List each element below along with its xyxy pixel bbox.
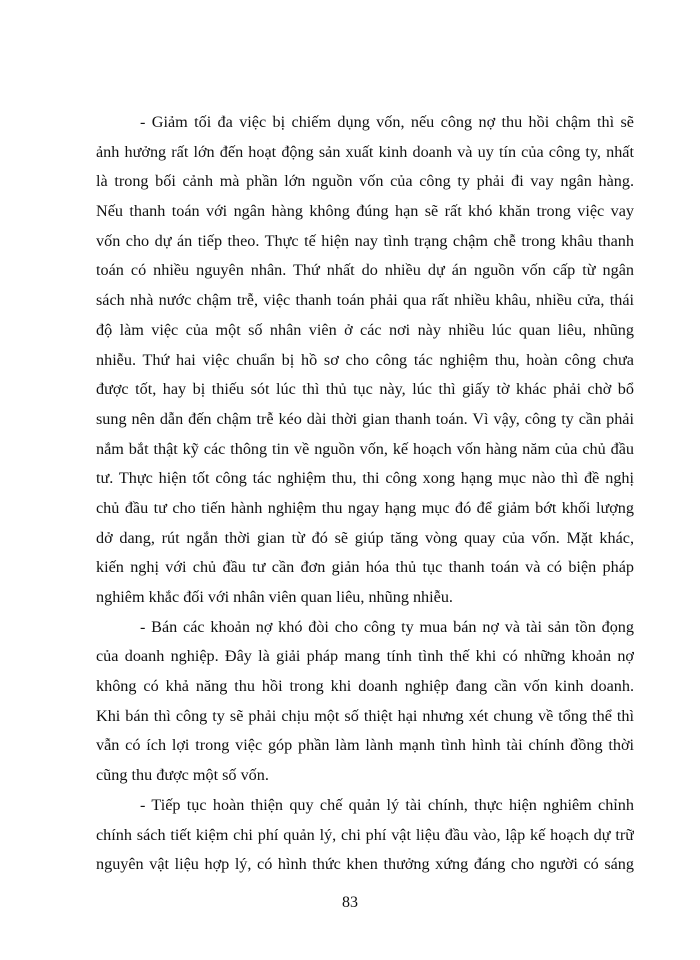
text-line: kiến nghị với chủ đầu tư cần đơn giản hóa thủ tục thanh toán và có biện pháp: [96, 558, 634, 577]
text-line: nguyên vật liệu hợp lý, có hình thức khen thưởng xứng đáng cho người có sáng: [96, 855, 634, 874]
page-number: 83: [342, 894, 358, 911]
body-text: [96, 108, 634, 880]
text-line: Khi bán thì công ty sẽ phải chịu một số thiệt hại nhưng xét chung về tổng thể thì: [96, 706, 634, 725]
text-line: được tốt, hay bị thiếu sót lúc thì thủ tục này, lúc thì giấy tờ khác phải chờ bổ: [96, 380, 634, 399]
paragraph-1: [96, 108, 634, 613]
text-line: nghiêm khắc đối với nhân viên quan liêu, nhũng nhiễu.: [96, 588, 453, 606]
text-line: tư. Thực hiện tốt công tác nghiệm thu, thi công xong hạng mục nào thì đề nghị: [96, 469, 634, 488]
paragraph-3: [96, 791, 634, 880]
text-line: là trong bối cảnh mà phần lớn nguồn vốn của công ty phải đi vay ngân hàng.: [96, 172, 634, 191]
text-line: - Tiếp tục hoàn thiện quy chế quản lý tài chính, thực hiện nghiêm chỉnh: [140, 795, 634, 814]
text-line: dở dang, rút ngắn thời gian từ đó sẽ giúp tăng vòng quay của vốn. Mặt khác,: [96, 528, 634, 547]
text-line: vẫn có ích lợi trong việc góp phần làm lành mạnh tình hình tài chính đồng thời: [96, 736, 634, 755]
text-line: chủ đầu tư cho tiến hành nghiệm thu ngay hạng mục đó để giảm bớt khối lượng: [96, 498, 634, 517]
text-line: nắm bắt thật kỹ các thông tin về nguồn vốn, kế hoạch vốn hàng năm của chủ đầu: [96, 439, 634, 458]
text-line: của doanh nghiệp. Đây là giải pháp mang tính tình thế khi có những khoản nợ: [96, 647, 634, 666]
paragraph-2: [96, 613, 634, 791]
text-line: độ làm việc của một số nhân viên ở các nơi này nhiều lúc quan liêu, nhũng: [96, 320, 634, 339]
text-line: ảnh hưởng rất lớn đến hoạt động sản xuất kinh doanh và uy tín của công ty, nhất: [96, 142, 634, 161]
text-line: nhiễu. Thứ hai việc chuẩn bị hồ sơ cho công tác nghiệm thu, hoàn công chưa: [96, 350, 634, 369]
text-line: - Bán các khoản nợ khó đòi cho công ty mua bán nợ và tài sản tồn đọng: [140, 617, 634, 636]
text-line: chính sách tiết kiệm chi phí quản lý, chi phí vật liệu đầu vào, lập kế hoạch dự trữ: [96, 825, 634, 844]
text-line: sách nhà nước chậm trễ, việc thanh toán phải qua rất nhiều khâu, nhiều cửa, thái: [96, 291, 634, 310]
text-line: Nếu thanh toán với ngân hàng không đúng hạn sẽ rất khó khăn trong việc vay: [96, 202, 634, 221]
text-line: - Giảm tối đa việc bị chiếm dụng vốn, nếu công nợ thu hồi chậm thì sẽ: [140, 113, 634, 131]
text-line: cũng thu được một số vốn.: [96, 766, 269, 785]
text-line: không có khả năng thu hồi trong khi doanh nghiệp đang cần vốn kinh doanh.: [96, 677, 634, 696]
text-line: vốn cho dự án tiếp theo. Thực tế hiện nay tình trạng chậm chễ trong khâu thanh: [96, 231, 634, 250]
text-line: toán có nhiều nguyên nhân. Thứ nhất do nhiều dự án nguồn vốn cấp từ ngân: [96, 261, 634, 280]
text-line: sung nên dẫn đến chậm trễ kéo dài thời gian thanh toán. Vì vậy, công ty cần phải: [96, 409, 634, 428]
